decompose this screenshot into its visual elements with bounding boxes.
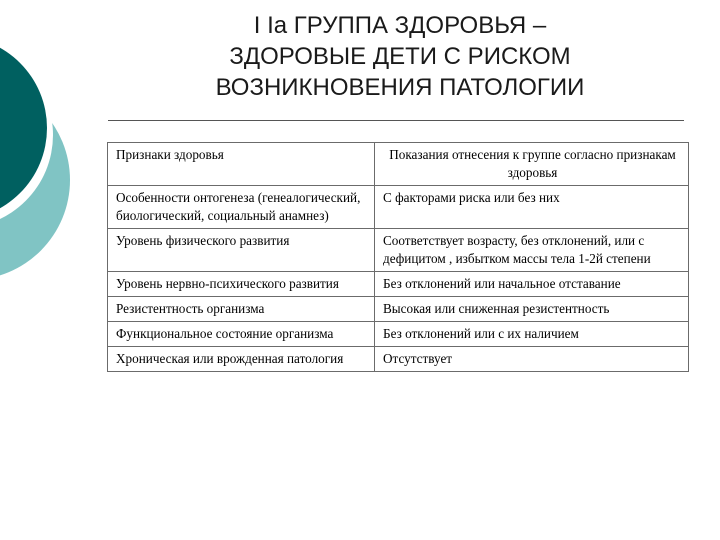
table-row [108,322,689,347]
table-cell-indication: Без отклонений или начальное отставание [375,272,689,297]
table-cell-sign: Хроническая или врожденная патология [108,347,375,372]
table-cell-sign: Функциональное состояние организма [108,322,375,347]
table-cell-indication: Соответствует возрасту, без отклонений, или с дефицитом , избытком массы тела 1-2й степени [375,229,689,272]
slide-title [150,10,650,103]
decorative-circles [0,0,90,300]
title-line-2: ЗДОРОВЫЕ ДЕТИ С РИСКОМ [229,43,571,70]
table-cell-indication: Отсутствует [375,347,689,372]
header-cell-signs: Признаки здоровья [108,143,375,186]
table-cell-sign: Резистентность организма [108,297,375,322]
title-line-1: I Iа ГРУППА ЗДОРОВЬЯ – [253,12,547,39]
table-row [108,186,689,229]
table-cell-sign: Особенности онтогенеза (генеалогический, биологический, социальный анамнез) [108,186,375,229]
table-cell-sign: Уровень нервно-психического развития [108,272,375,297]
decorative-circles-graphic [0,0,90,300]
table-cell-indication: С факторами риска или без них [375,186,689,229]
header-cell-indications: Показания отнесения к группе согласно признакам здоровья [375,143,689,186]
table-cell-indication: Высокая или сниженная резистентность [375,297,689,322]
table-row [108,347,689,372]
health-group-table [107,142,689,372]
table-header-row [108,143,689,186]
table-row [108,297,689,322]
table-row [108,229,689,272]
title-divider [108,120,684,121]
table-cell-indication: Без отклонений или с их наличием [375,322,689,347]
title-line-3: ВОЗНИКНОВЕНИЯ ПАТОЛОГИИ [215,74,585,101]
table-row [108,272,689,297]
table-cell-sign: Уровень физического развития [108,229,375,272]
